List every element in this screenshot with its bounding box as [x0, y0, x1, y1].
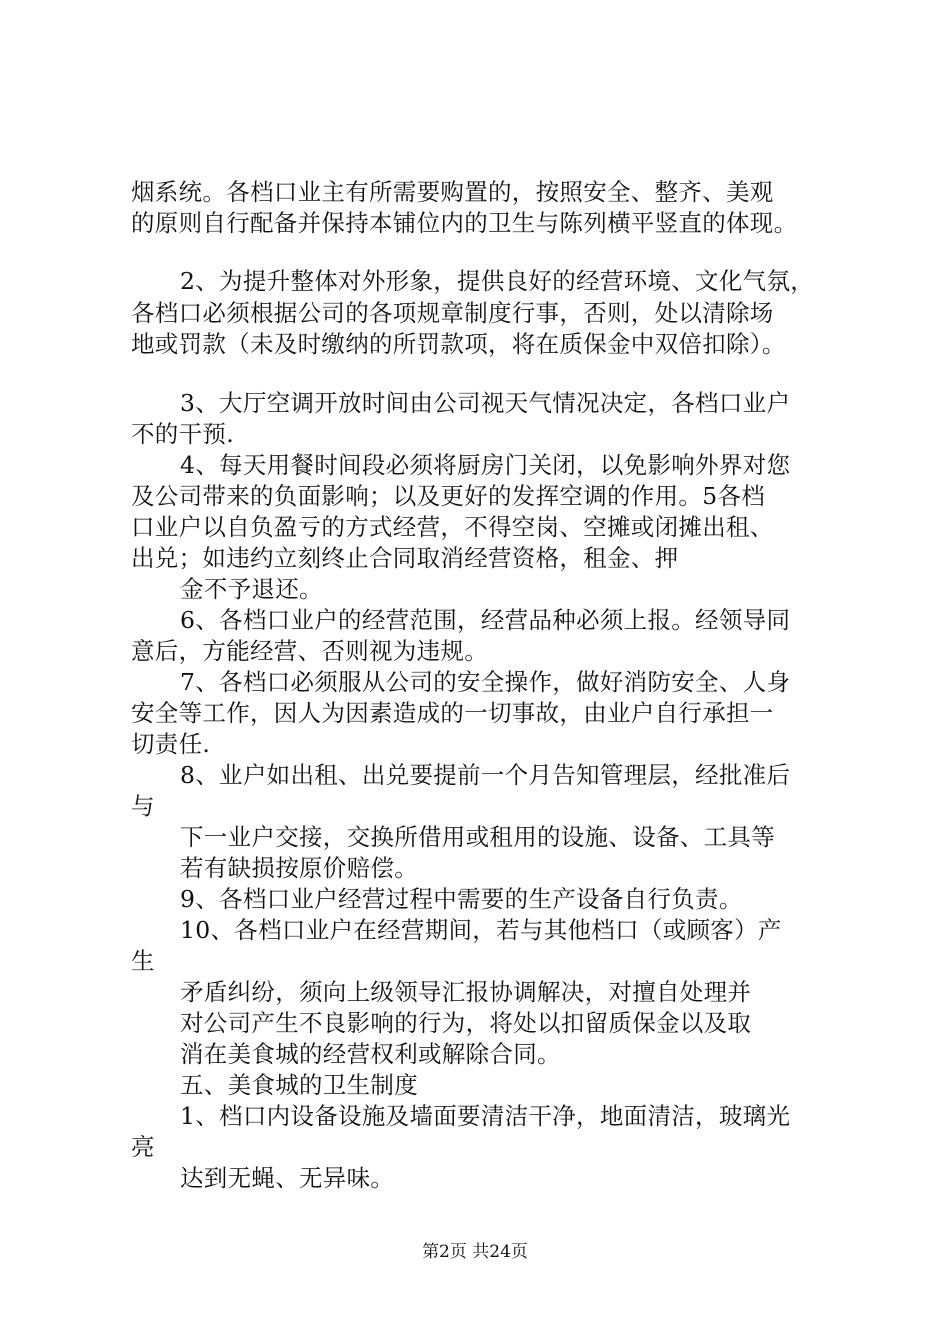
text-line: 矛盾纠纷，须向上级领导汇报协调解决，对擅自处理并 — [180, 978, 752, 1006]
text-line: 安全等工作，因人为因素造成的一切事故，由业户自行承担一 — [131, 699, 774, 727]
text-line: 2、为提升整体对外形象，提供良好的经营环境、文化气氛， — [180, 267, 815, 295]
text-line: 金不予退还。 — [180, 575, 323, 603]
text-line: 若有缺损按原价赔偿。 — [180, 854, 418, 882]
text-line: 烟系统。各档口业主有所需要购置的，按照安全、整齐、美观 — [131, 178, 774, 206]
text-line: 口业户以自负盈亏的方式经营，不得空岗、空摊或闭摊出租、 — [131, 513, 774, 541]
text-line: 6、各档口业户的经营范围，经营品种必须上报。经领导同 — [180, 606, 791, 634]
text-line: 达到无蝇、无异味。 — [180, 1164, 395, 1192]
section-heading: 五、美食城的卫生制度 — [180, 1071, 418, 1099]
text-line: 切责任. — [131, 730, 211, 758]
text-line: 不的干预. — [131, 420, 234, 448]
text-line: 及公司带来的负面影响；以及更好的发挥空调的作用。5各档 — [131, 482, 766, 510]
page-number-footer: 第2页 共24页 — [422, 1242, 528, 1262]
text-line: 意后，方能经营、否则视为违规。 — [131, 637, 488, 665]
text-line: 各档口必须根据公司的各项规章制度行事，否则，处以清除场 — [131, 299, 774, 327]
text-line: 8、业户如出租、出兑要提前一个月告知管理层，经批准后 — [180, 761, 791, 789]
text-line: 7、各档口必须服从公司的安全操作，做好消防安全、人身 — [180, 668, 791, 696]
text-line: 生 — [131, 947, 155, 975]
text-line: 3、大厅空调开放时间由公司视天气情况决定，各档口业户 — [180, 389, 791, 417]
text-line: 的原则自行配备并保持本铺位内的卫生与陈列横平竖直的体现。 — [131, 209, 798, 237]
text-line: 9、各档口业户经营过程中需要的生产设备自行负责。 — [180, 885, 743, 913]
text-line: 4、每天用餐时间段必须将厨房门关闭，以免影响外界对您 — [180, 451, 791, 479]
text-line: 对公司产生不良影响的行为，将处以扣留质保金以及取 — [180, 1009, 752, 1037]
text-line: 出兑；如违约立刻终止合同取消经营资格，租金、押 — [131, 544, 679, 572]
text-line: 与 — [131, 792, 155, 820]
text-line: 亮 — [131, 1133, 155, 1161]
text-line: 10、各档口业户在经营期间，若与其他档口（或顾客）产 — [180, 916, 782, 944]
text-line: 下一业户交接，交换所借用或租用的设施、设备、工具等 — [180, 823, 775, 851]
text-line: 消在美食城的经营权利或解除合同。 — [180, 1040, 561, 1068]
text-line: 地或罚款（未及时缴纳的所罚款项，将在质保金中双倍扣除）。 — [131, 330, 786, 358]
text-line: 1、档口内设备设施及墙面要清洁干净，地面清洁，玻璃光 — [180, 1102, 791, 1130]
